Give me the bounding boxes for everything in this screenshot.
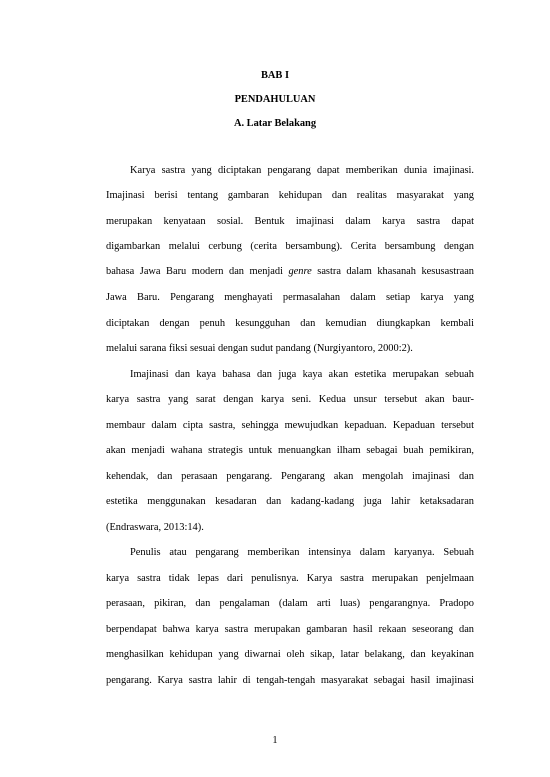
genre-line-after: sastra dalam khasanah kesusastraan bbox=[311, 266, 474, 277]
body-line: karya sastra tidak lepas dari penulisnya. Karya sastra merupakan penjelmaan bbox=[106, 573, 474, 584]
body-line-genre bbox=[106, 266, 474, 278]
chapter-heading: BAB I bbox=[260, 70, 289, 81]
body-line: merupakan kenyataan sosial. Bentuk imajinasi dalam karya sastra dapat bbox=[106, 216, 474, 227]
body-line: Jawa Baru. Pengarang menghayati permasalahan dalam setiap karya yang bbox=[106, 292, 474, 303]
body-line: kehendak, dan perasaan pengarang. Pengarang akan mengolah imajinasi dan bbox=[106, 471, 474, 482]
body-line: Imajinasi berisi tentang gambaran kehidupan dan realitas masyarakat yang bbox=[106, 190, 474, 201]
body-line: Imajinasi dan kaya bahasa dan juga kaya akan estetika merupakan sebuah bbox=[130, 369, 474, 380]
body-line: Penulis atau pengarang memberikan intensinya dalam karyanya. Sebuah bbox=[130, 547, 474, 558]
body-line: menghasilkan kehidupan yang diwarnai oleh sikap, latar belakang, dan keyakinan bbox=[106, 649, 474, 660]
body-line: berpendapat bahwa karya sastra merupakan gambaran hasil rekaan seseorang dan bbox=[106, 624, 474, 635]
body-line: karya sastra yang sarat dengan karya seni. Kedua unsur tersebut akan baur- bbox=[106, 394, 474, 405]
body-line: akan menjadi wahana strategis untuk menuangkan ilham sebagai buah pemikiran, bbox=[106, 445, 474, 456]
body-line: pengarang. Karya sastra lahir di tengah-tengah masyarakat sebagai hasil imajinasi bbox=[106, 675, 474, 686]
genre-line-before: bahasa Jawa Baru modern dan menjadi bbox=[106, 266, 289, 277]
body-line: Karya sastra yang diciptakan pengarang dapat memberikan dunia imajinasi. bbox=[130, 165, 474, 176]
body-line: membaur dalam cipta sastra, sehingga mewujudkan kepaduan. Kepaduan tersebut bbox=[106, 420, 474, 431]
body-line: diciptakan dengan penuh kesungguhan dan kemudian diungkapkan kembali bbox=[106, 318, 474, 329]
section-heading: A. Latar Belakang bbox=[233, 118, 317, 129]
body-line: melalui sarana fiksi sesuai dengan sudut pandang (Nurgiyantoro, 2000:2). bbox=[106, 343, 413, 354]
body-line: digambarkan melalui cerbung (cerita bersambung). Cerita bersambung dengan bbox=[106, 241, 474, 252]
chapter-title: PENDAHULUAN bbox=[234, 94, 316, 105]
genre-italic: genre bbox=[288, 266, 312, 277]
body-line: (Endraswara, 2013:14). bbox=[106, 522, 204, 533]
body-line: perasaan, pikiran, dan pengalaman (dalam arti luas) pengarangnya. Pradopo bbox=[106, 598, 474, 609]
body-line: estetika menggunakan kesadaran dan kadang-kadang juga lahir ketaksadaran bbox=[106, 496, 474, 507]
page-number: 1 bbox=[272, 735, 278, 746]
